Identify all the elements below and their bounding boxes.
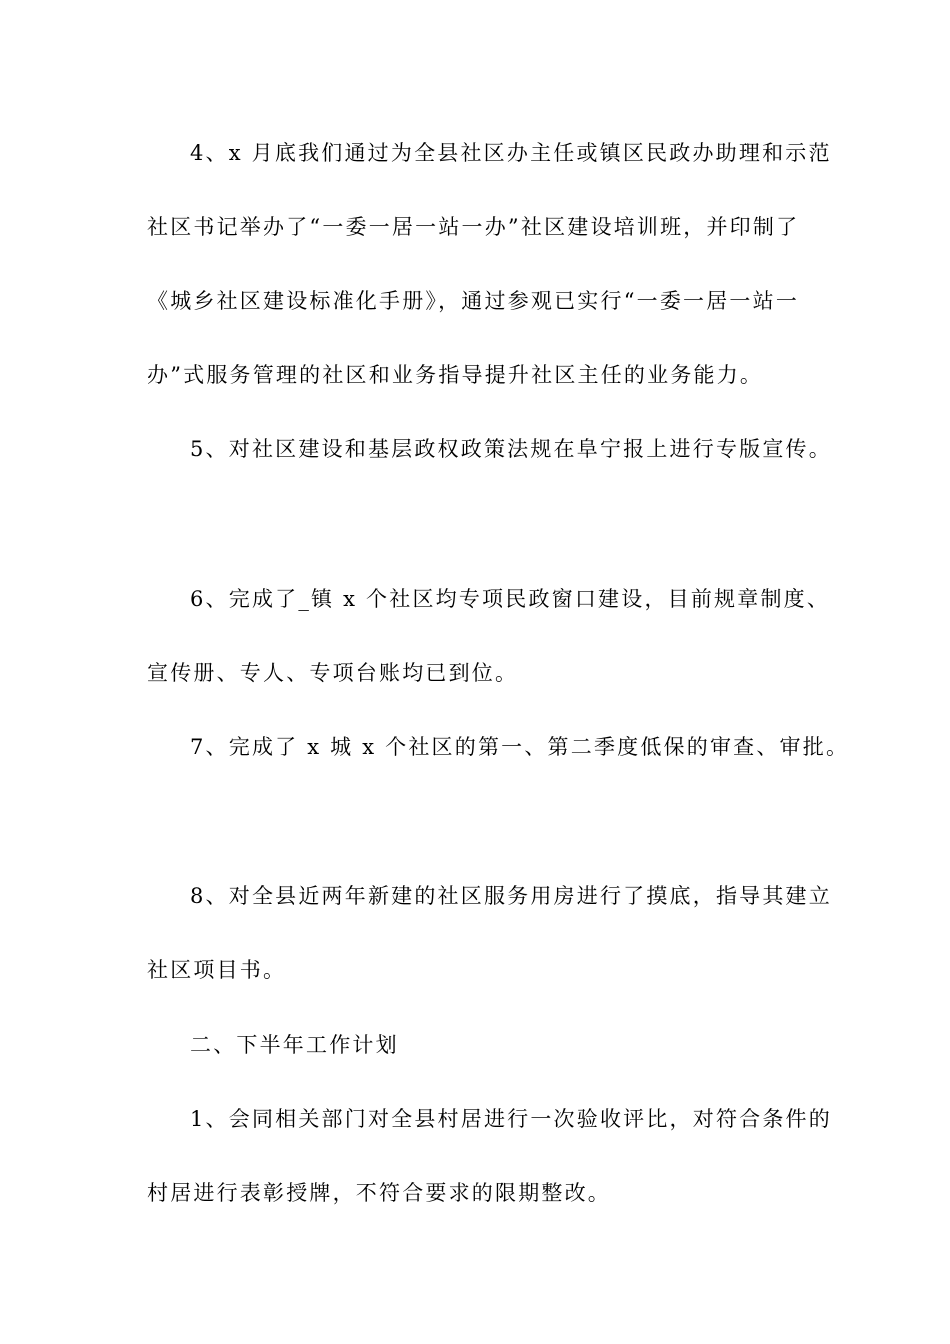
plan-item-1-line-2: 村居进行表彰授牌，不符合要求的限期整改。 (147, 1181, 611, 1205)
paragraph-8-line-1: 8、对全县近两年新建的社区服务用房进行了摸底，指导其建立 (190, 884, 832, 908)
paragraph-6-line-1: 6、完成了_镇 x 个社区均专项民政窗口建设，目前规章制度、 (190, 587, 831, 611)
paragraph-6-line-2: 宣传册、专人、专项台账均已到位。 (147, 661, 519, 685)
paragraph-7-line-1: 7、完成了 x 城 x 个社区的第一、第二季度低保的审查、审批。 (190, 735, 850, 759)
paragraph-4-line-3: 《城乡社区建设标准化手册》，通过参观已实行“一委一居一站一 (147, 289, 800, 313)
paragraph-4-line-2: 社区书记举办了“一委一居一站一办”社区建设培训班，并印制了 (147, 215, 800, 239)
section-heading-second-half-plan: 二、下半年工作计划 (190, 1033, 399, 1057)
paragraph-8-line-2: 社区项目书。 (147, 958, 287, 982)
paragraph-4-line-4: 办”式服务管理的社区和业务指导提升社区主任的业务能力。 (147, 363, 764, 387)
paragraph-5-line-1: 5、对社区建设和基层政权政策法规在阜宁报上进行专版宣传。 (190, 437, 832, 461)
paragraph-4-line-1: 4、x 月底我们通过为全县社区办主任或镇区民政办助理和示范 (190, 141, 832, 165)
plan-item-1-line-1: 1、会同相关部门对全县村居进行一次验收评比，对符合条件的 (190, 1107, 832, 1131)
